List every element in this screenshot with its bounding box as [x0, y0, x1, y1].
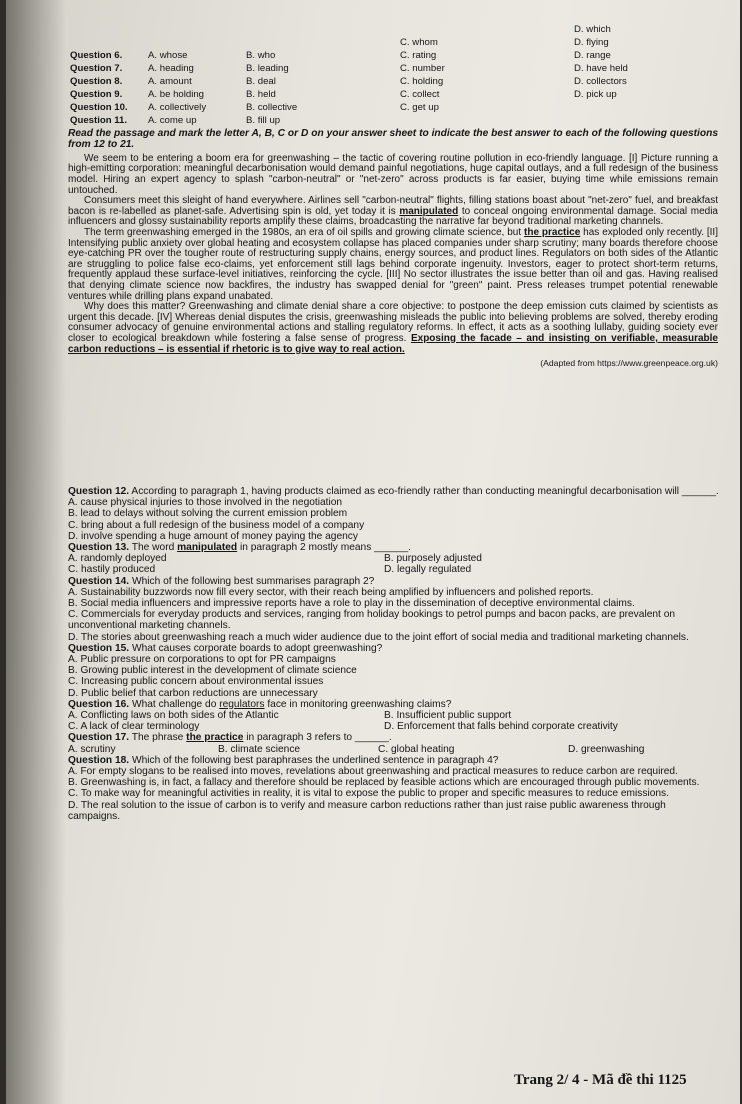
- option-d: D. range: [574, 50, 611, 61]
- option-c: C. hastily produced: [68, 564, 156, 576]
- option-a: A. scrutiny: [68, 743, 116, 755]
- question-number: Question 14.: [68, 575, 130, 587]
- option-d: D. Public belief that carbon reductions are unnecessary: [68, 687, 318, 699]
- option-a: A. Sustainability buzzwords now fill every sector, with their reach being amplified by influencers and polished reports.: [68, 586, 594, 598]
- option-d: D. have held: [574, 63, 628, 74]
- option-c: C. global heating: [378, 743, 455, 755]
- question-number: Question 17.: [68, 732, 130, 744]
- underlined-sentence: Exposing the facade – and insisting on verifiable, measurable carbon reductions – is essential if rhetoric is to give way to real action.: [68, 332, 718, 355]
- question-number: Question 15.: [68, 642, 130, 654]
- options-row: [70, 24, 730, 35]
- option-a: A. Public pressure on corporations to opt for PR campaigns: [68, 654, 336, 666]
- question-stem: What causes corporate boards to adopt greenwashing?: [131, 642, 383, 654]
- option-c: C. get up: [400, 102, 439, 113]
- option-c: C. number: [400, 63, 445, 74]
- option-a: A. heading: [148, 63, 194, 74]
- question-number: Question 11.: [70, 115, 128, 126]
- passage-source: (Adapted from https://www.greenpeace.org.uk): [540, 358, 718, 369]
- options-row: [70, 76, 730, 87]
- option-a: A. come up: [148, 115, 197, 126]
- option-c: C. A lack of clear terminology: [68, 721, 200, 733]
- question-number: Question 12.: [68, 486, 130, 497]
- option-d: D. Enforcement that falls behind corporate creativity: [384, 721, 618, 733]
- options-row: [70, 63, 730, 74]
- question-15: [68, 643, 720, 699]
- option-a: A. collectively: [148, 102, 207, 113]
- reading-passage: [68, 128, 718, 369]
- question-stem: Which of the following best summarises paragraph 2?: [131, 575, 375, 587]
- option-a: A. amount: [148, 76, 192, 87]
- options-row: [70, 102, 730, 113]
- option-b: B. purposely adjusted: [384, 553, 482, 565]
- question-number: Question 16.: [68, 698, 130, 710]
- paragraph-1: We seem to be entering a boom era for greenwashing – the tactic of covering routine pollution in eco-friendly language. [I] Picture running a high-emitting corporation: meaningful decarbonisation would demand painful negotiations, huge capital outlays, and a full redesign of the business model. Hiring an expert agency to splash "carbon-neutral" or "net-zero" across products is far easier, buying time while emissions remain untouched.: [68, 152, 718, 196]
- option-b: B. held: [246, 89, 276, 100]
- question-number: Question 9.: [70, 89, 123, 100]
- question-number: Question 10.: [70, 102, 128, 113]
- option-d: D. legally regulated: [384, 564, 472, 576]
- option-b: B. Insufficient public support: [384, 710, 512, 722]
- question-number: Question 13.: [68, 542, 130, 554]
- question-number: Question 8.: [70, 76, 123, 87]
- options-row: [70, 50, 730, 61]
- option-c: C. bring about a full redesign of the business model of a company: [68, 519, 365, 531]
- underlined-phrase: the practice: [524, 226, 581, 238]
- question-12: [68, 486, 720, 542]
- option-b: B. who: [246, 50, 276, 61]
- options-row: [70, 89, 730, 100]
- option-text: D. which: [574, 24, 611, 35]
- option-d: D. The real solution to the issue of carbon is to verify and measure carbon reductions rather than just raise public awareness through campaigns.: [68, 799, 666, 822]
- option-b: B. collective: [246, 102, 298, 113]
- question-14: [68, 576, 720, 643]
- option-a: A. For empty slogans to be realised into moves, revelations about greenwashing and practical measures to reduce carbon are required.: [68, 766, 678, 777]
- page-footer: Trang 2/ 4 - Mã đề thi 1125: [514, 1072, 687, 1088]
- option-c: C. holding: [400, 76, 444, 87]
- options-block-q6-q11: [70, 24, 730, 136]
- options-row: [70, 37, 730, 48]
- question-18: [68, 755, 720, 822]
- option-b: B. Growing public interest in the development of climate science: [68, 665, 357, 677]
- question-17: Question 17. The phrase the practice in paragraph 3 refers to ______. A. scrutiny B. climate science C. global heating D. greenwashing: [68, 732, 645, 755]
- option-c: C. Commercials for everyday products and services, ranging from holiday bookings to petrol pumps and bacon packs, are prevalent on unconventional marketing channels.: [68, 609, 676, 632]
- option-d: D. involve spending a huge amount of money paying the agency: [68, 530, 358, 542]
- question-16: Question 16. What challenge do regulators face in monitoring greenwashing claims? A. Conflicting laws on both sides of the Atlantic B. Insufficient public support C. A lack of clear terminology D. Enforcement that falls behind corporate creativity: [68, 698, 618, 733]
- underlined-word: manipulated: [399, 205, 459, 217]
- option-b: B. leading: [246, 63, 289, 74]
- passage-instruction: Read the passage and mark the letter A, B, C or D on your answer sheet to indicate the best answer to each of the following questions from 12 to 21.: [68, 128, 718, 151]
- question-stem: Which of the following best paraphrases the underlined sentence in paragraph 4?: [131, 754, 499, 766]
- question-number: Question 7.: [70, 63, 123, 74]
- option-c: C. To make way for meaningful activities in reality, it is vital to expose the public to proper and specific measures to reduce emissions.: [68, 788, 669, 800]
- questions-block: [68, 486, 720, 822]
- option-c: C. rating: [400, 50, 437, 61]
- paragraph-4: Why does this matter? Greenwashing and climate denial share a core objective: to postpone the deep emission cuts claimed by scientists as urgent this decade. [IV] Whereas denial disputes the crisis, greenwashing misleads the public into believing problems are solved, thereby eroding consumer advocacy of genuine environmental actions and stalling regulatory reforms. In effect, it acts as a soothing lullaby, guiding society ever closer to ecological breakdown while fostering a false sense of progress. Exposing the facade – and insisting on verifiable, measurable carbon reductions – is essential if rhetoric is to give way to real action.: [68, 301, 718, 355]
- option-b: B. lead to delays without solving the current emission problem: [68, 508, 348, 520]
- page-shadow: [6, 0, 66, 1104]
- question-13: Question 13. The word manipulated in paragraph 2 mostly means ______. A. randomly deployed B. purposely adjusted C. hastily produced D. legally regulated: [68, 542, 482, 576]
- option-a: A. be holding: [148, 89, 205, 100]
- option-text: D. flying: [574, 37, 609, 48]
- option-b: B. deal: [246, 76, 276, 87]
- option-b: B. climate science: [218, 743, 301, 755]
- option-c: C. Increasing public concern about environmental issues: [68, 676, 324, 688]
- question-stem: According to paragraph 1, having products claimed as eco-friendly rather than conducting meaningful decarbonisation will ______.: [131, 486, 719, 497]
- options-row: [70, 115, 730, 126]
- option-b: B. Greenwashing is, in fact, a fallacy and therefore should be replaced by feasible actions which are encouraged through public movements.: [68, 777, 700, 789]
- option-a: A. whose: [148, 50, 188, 61]
- paragraph-2: Consumers meet this sleight of hand everywhere. Airlines sell "carbon-neutral" flights, filling stations boast about "net-zero" fuel, and breakfast bacon is re-labelled as planet-safe. Advertising spin is old, yet today it is manipulated to conceal ongoing environmental damage. Social media influencers and glossy sustainability reports amplify these claims, broadcasting the narrative far beyond traditional marketing channels.: [68, 195, 718, 228]
- exam-page: [6, 0, 740, 1104]
- option-a: A. randomly deployed: [68, 553, 167, 565]
- option-a: A. cause physical injuries to those involved in the negotiation: [68, 497, 343, 509]
- option-a: A. Conflicting laws on both sides of the Atlantic: [68, 710, 279, 722]
- option-d: D. pick up: [574, 89, 617, 100]
- option-d: D. collectors: [574, 76, 627, 87]
- option-b: B. Social media influencers and impressive reports have a role to play in the dissemination of deceptive environmental claims.: [68, 598, 635, 609]
- paragraph-3: The term greenwashing emerged in the 1980s, an era of oil spills and growing climate science, but the practice has exploded only recently. [II] Intensifying public anxiety over global heating and ecosystem collapse has placed companies under sharp scrutiny; many boards therefore choose eye-catching PR over the tougher route of restructuring supply chains, energy sources, and product lines. Regulators on both sides of the Atlantic are struggling to police false eco-claims, yet enforcement still lags behind corporate ingenuity. Investors, eager to protect short-term returns, frequently applaud these surface-level initiatives, reinforcing the cycle. [III] No sector illustrates the issue better than oil and gas. Having realised that denying climate science now backfires, the industry has swapped denial for "green" paint. Press releases trumpet potential renewable ventures while drilling plans expand unabated.: [68, 226, 718, 302]
- option-d: D. greenwashing: [568, 743, 645, 755]
- option-text: C. whom: [400, 37, 438, 48]
- option-d: D. The stories about greenwashing reach a much wider audience due to the joint effort of social media and traditional marketing channels.: [68, 631, 689, 643]
- question-number: Question 6.: [70, 50, 123, 61]
- question-number: Question 18.: [68, 754, 130, 766]
- option-c: C. collect: [400, 89, 440, 100]
- option-b: B. fill up: [246, 115, 281, 126]
